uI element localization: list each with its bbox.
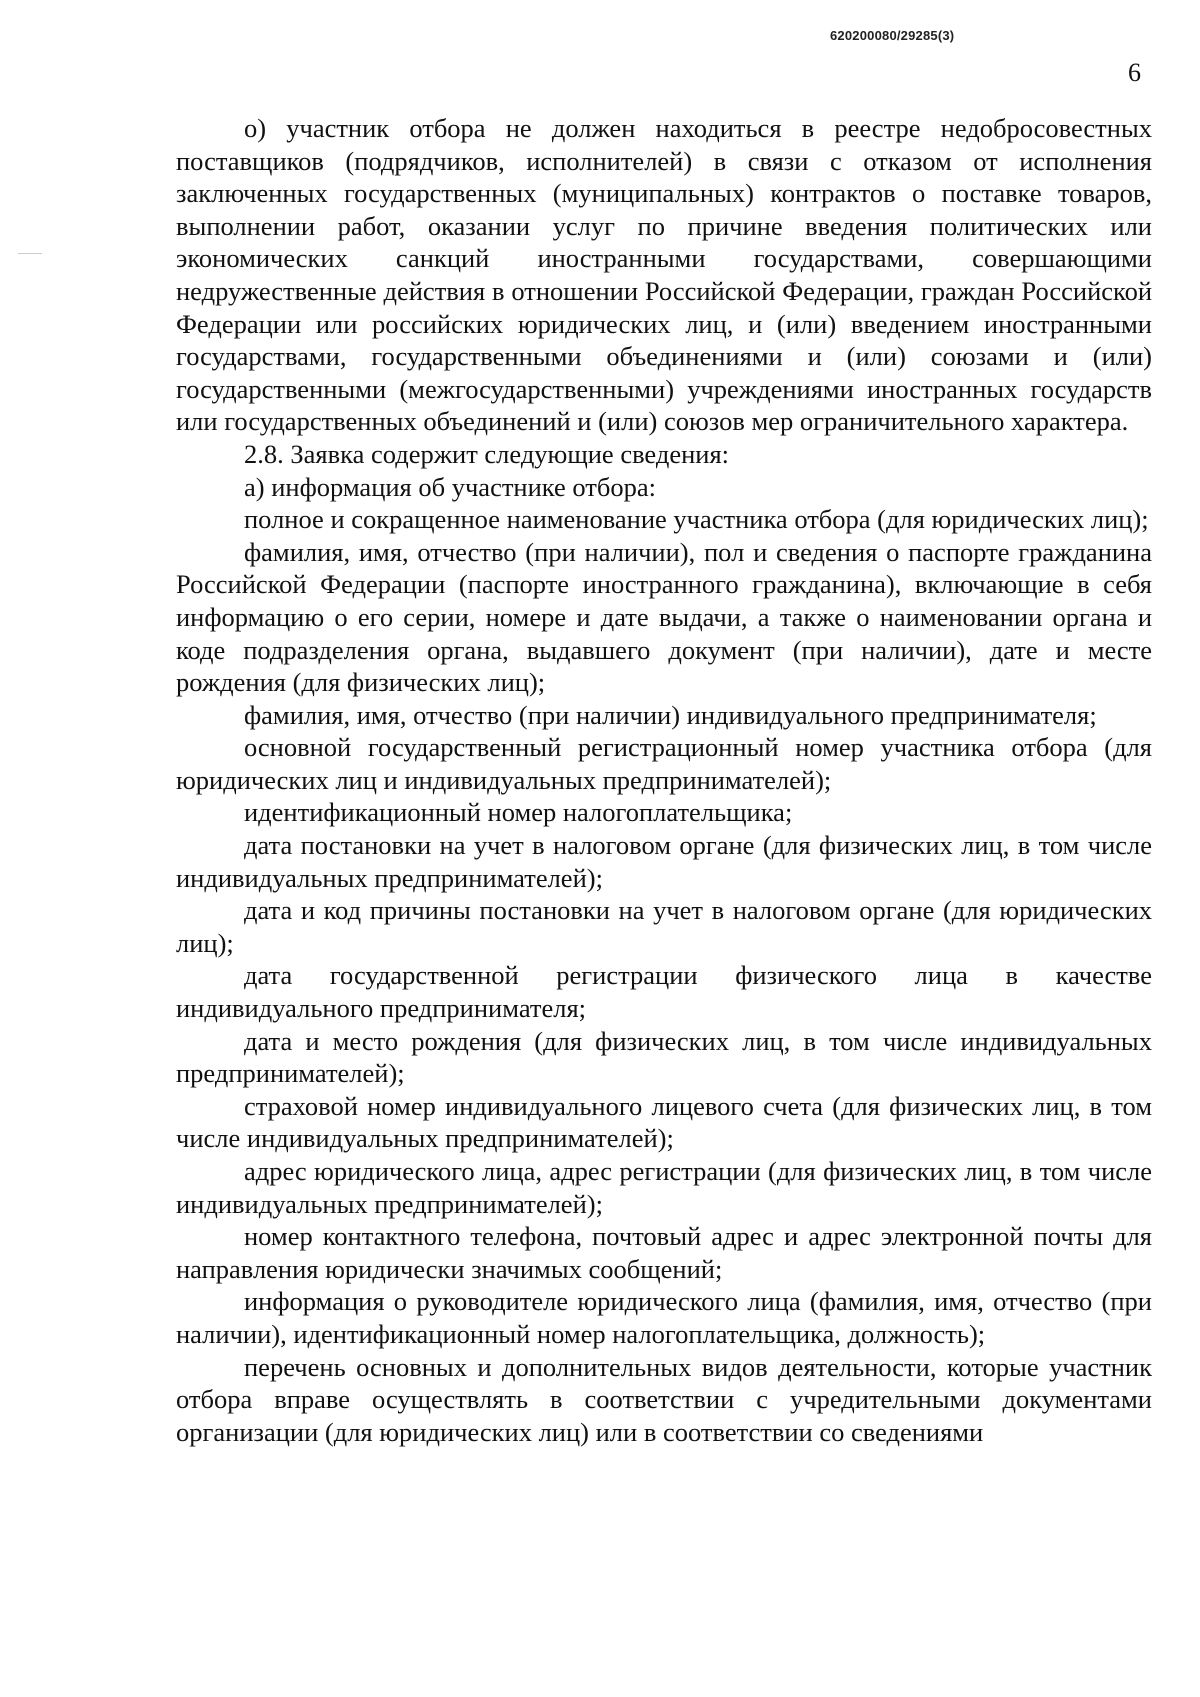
- paragraph-passport-info: фамилия, имя, отчество (при наличии), пол и сведения о паспорте гражданина Российской Федерации (паспорте иностранного гражданина), включающие в себя информацию о его серии, номере и дате выдачи, а также о наименовании органа и коде подразделения органа, выдавшего документ (при наличии), дате и месте рождения (для физических лиц);: [176, 536, 1152, 698]
- paragraph-entrepreneur-name: фамилия, имя, отчество (при наличии) индивидуального предпринимателя;: [244, 699, 1097, 730]
- paragraph-inn: идентификационный номер налогоплательщика;: [244, 797, 793, 828]
- paragraph-head-info: информация о руководителе юридического лица (фамилия, имя, отчество (при наличии), идентификационный номер налогоплательщика, должность);: [176, 1286, 1152, 1349]
- document-body: [176, 112, 1152, 1448]
- paragraph-2-8-heading: 2.8. Заявка содержит следующие сведения:: [244, 438, 730, 469]
- paragraph-snils: страховой номер индивидуального лицевого счета (для физических лиц, в том числе индивидуальных предпринимателей);: [176, 1090, 1152, 1154]
- paragraph-kpp: дата и код причины постановки на учет в налоговом органе (для юридических лиц);: [176, 895, 1152, 958]
- paragraph-contacts: номер контактного телефона, почтовый адрес и адрес электронной почты для направления юридически значимых сообщений;: [176, 1221, 1152, 1284]
- paragraph-item-a: а) информация об участнике отбора:: [244, 471, 656, 502]
- paragraph-ogrn: основной государственный регистрационный номер участника отбора (для юридических лиц и индивидуальных предпринимателей);: [176, 732, 1152, 795]
- paragraph-state-registration-date: дата государственной регистрации физического лица в качестве индивидуального предпринимателя;: [176, 960, 1152, 1024]
- paragraph-item-o: о) участник отбора не должен находиться в реестре недобросовестных поставщиков (подрядчиков, исполнителей) в связи с отказом от исполнения заключенных государственных (муниципальных) контрактов о поставке товаров, выполнении работ, оказании услуг по причине введения политических или экономических санкций иностранными государствами, совершающими недружественные действия в отношении Российской Федерации, граждан Российской Федерации или российских юридических лиц, и (или) введением иностранными государствами, государственными объединениями и (или) союзами и (или) государственными (межгосударственными) учреждениями иностранных государств или государственных объединений и (или) союзов мер ограничительного характера.: [176, 113, 1152, 437]
- scan-artifact-line: [18, 253, 42, 254]
- document-registration-code: 620200080/29285(3): [830, 28, 955, 43]
- page-number: 6: [1128, 58, 1141, 87]
- paragraph-address: адрес юридического лица, адрес регистрации (для физических лиц, в том числе индивидуальных предпринимателей);: [176, 1156, 1152, 1219]
- paragraph-tax-registration-date: дата постановки на учет в налоговом органе (для физических лиц, в том числе индивидуальных предпринимателей);: [176, 830, 1152, 893]
- paragraph-full-name: полное и сокращенное наименование участника отбора (для юридических лиц);: [244, 504, 1149, 535]
- paragraph-activities: перечень основных и дополнительных видов деятельности, которые участник отбора вправе осуществлять в соответствии с учредительными документами организации (для юридических лиц) или в соответствии со сведениями: [176, 1351, 1152, 1447]
- paragraph-birth-date-place: дата и место рождения (для физических лиц, в том числе индивидуальных предпринимателей);: [176, 1025, 1152, 1089]
